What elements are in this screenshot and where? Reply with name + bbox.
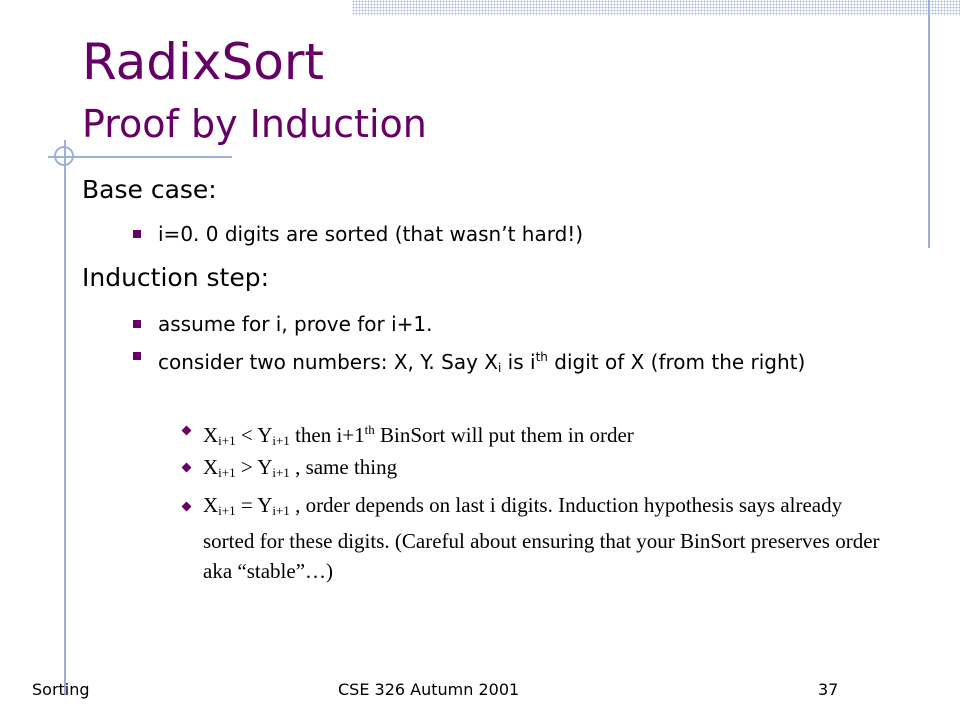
page-number: 37 bbox=[818, 680, 839, 699]
frame-circle-ornament bbox=[54, 146, 74, 166]
slide-title: RadixSort bbox=[82, 33, 324, 91]
right-frame-line bbox=[928, 0, 930, 248]
square-bullet-icon bbox=[133, 230, 141, 238]
diamond-bullet-icon bbox=[182, 463, 192, 473]
footer-section-label: Sorting bbox=[32, 680, 90, 699]
induction-item-consider: consider two numbers: X, Y. Say $X_i$ is $i^{th}$ digit of X (from the right) bbox=[158, 350, 806, 375]
base-case-heading: Base case: bbox=[82, 175, 217, 204]
induction-step-heading: Induction step: bbox=[82, 263, 270, 292]
diamond-bullet-icon bbox=[182, 502, 192, 512]
hatch-decoration bbox=[352, 0, 960, 15]
square-bullet-icon bbox=[133, 352, 141, 360]
left-frame-line bbox=[64, 140, 66, 695]
slide-subtitle: Proof by Induction bbox=[82, 102, 427, 146]
induction-item-assume: assume for i, prove for i+1. bbox=[158, 312, 433, 336]
square-bullet-icon bbox=[133, 320, 141, 328]
diamond-bullet-icon bbox=[182, 426, 192, 436]
base-case-item: i=0. 0 digits are sorted (that wasn’t hard!) bbox=[158, 222, 584, 246]
case-greater-than: $X_{i+1} > Y_{i+1}$ , same thing bbox=[203, 455, 398, 480]
footer-course-label: CSE 326 Autumn 2001 bbox=[338, 680, 520, 699]
case-equal: $X_{i+1} = Y_{i+1}$ , order depends on last i digits. Induction hypothesis says already sorted for these digits. (Careful about ensuring that your BinSort preserves order aka “stable”…) bbox=[203, 493, 880, 583]
case-less-than: $X_{i+1} < Y_{i+1}$ then i+1th BinSort will put them in order bbox=[203, 422, 634, 448]
title-underline bbox=[48, 156, 232, 158]
